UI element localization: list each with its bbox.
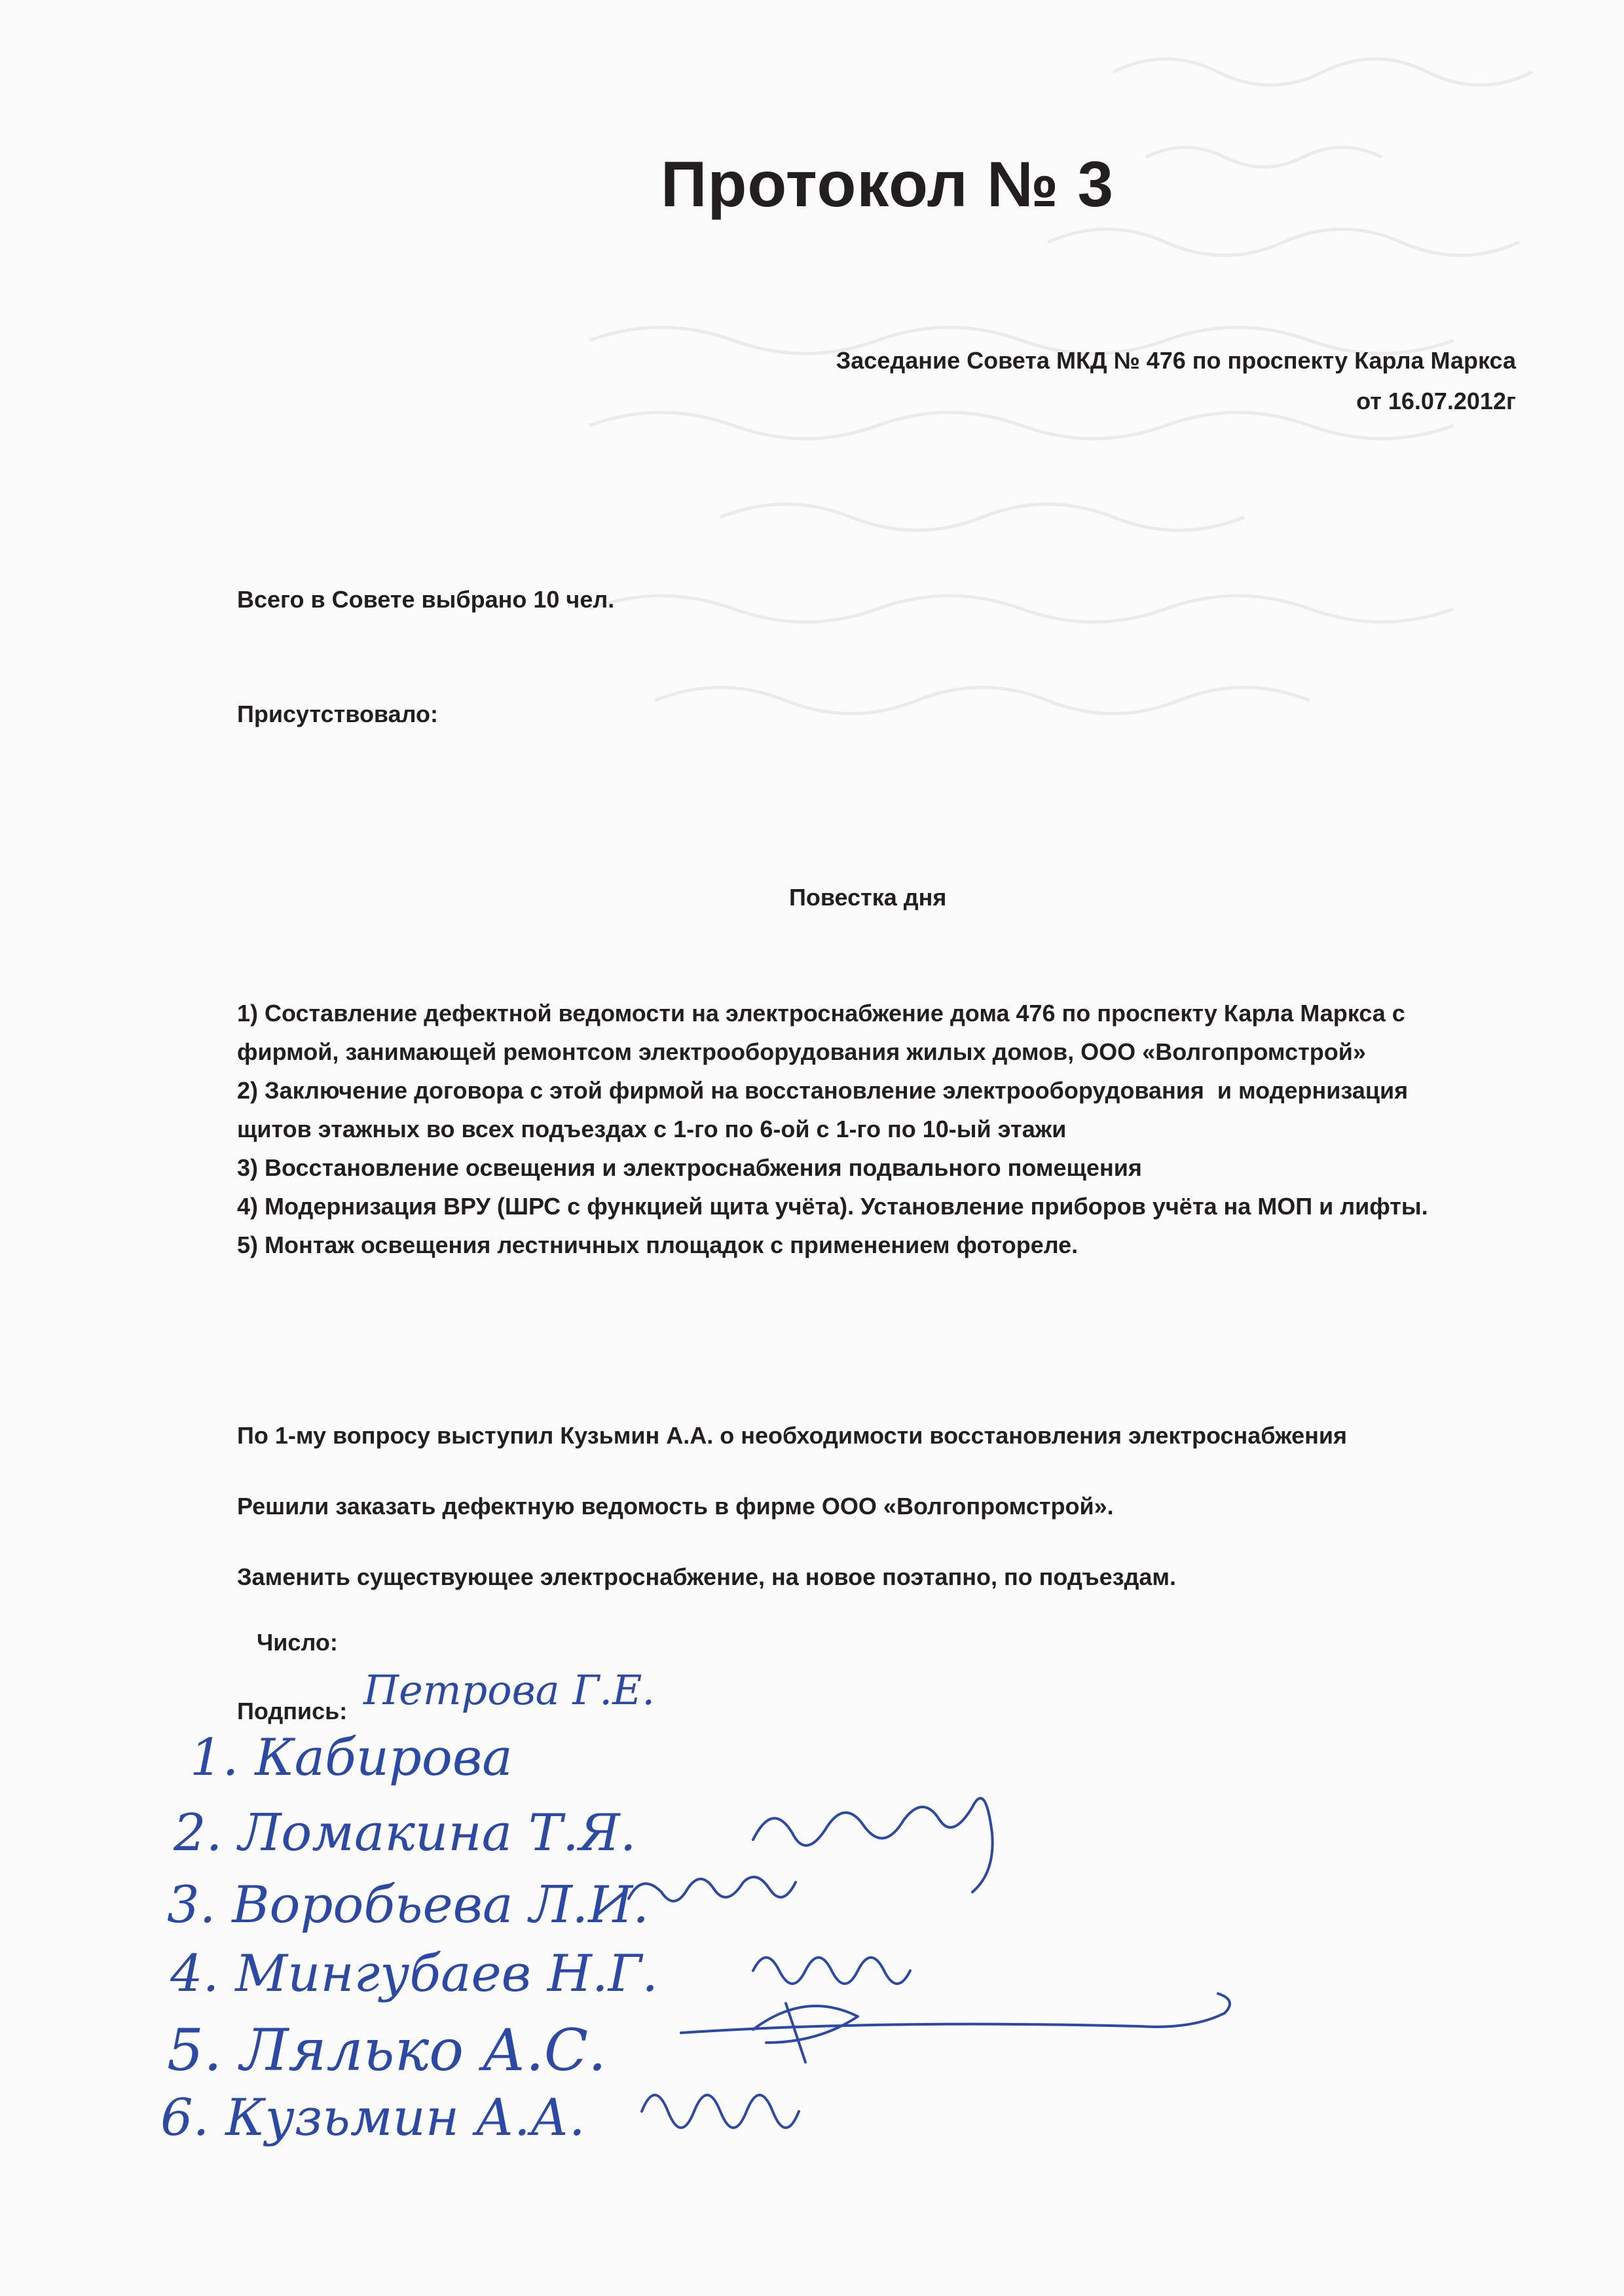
agenda-item: 3) Восстановление освещения и электроснабжения подвального помещения: [237, 1154, 1142, 1181]
signature-scribble: [681, 1994, 1230, 2062]
replace-text: Заменить существующее электроснабжение, на новое поэтапно, по подъездам.: [237, 1563, 1176, 1590]
signature-scribble: [642, 2095, 799, 2128]
decision-text: Решили заказать дефектную ведомость в фирме ООО «Волгопромстрой».: [237, 1493, 1114, 1520]
signature-scribble: [753, 1958, 910, 1984]
handwritten-line: 1. Кабирова: [190, 1728, 513, 1787]
elected-count: Всего в Совете выбрано 10 чел.: [237, 586, 615, 613]
handwritten-line: 2. Ломакина Т.Я.: [174, 1804, 637, 1863]
signature-scribble: [629, 1877, 796, 1901]
agenda-item: 1) Составление дефектной ведомости на электроснабжение дома 476 по проспекту Карла Маркса с фирмой, занимающей ремонтсом электрооборудования жилых домов, ООО «Волгопромстрой»: [237, 1000, 1412, 1065]
agenda-title: Повестка дня: [789, 884, 947, 911]
agenda-item: 2) Заключение договора с этой фирмой на восстановление электрооборудования и модернизация щитов этажных во всех подъездах с 1-го по 6-ой с 1-го по 10-ый этажи: [237, 1077, 1415, 1142]
meeting-date: от 16.07.2012г: [1356, 388, 1516, 414]
signature-label: Подпись:: [237, 1698, 348, 1724]
signature-scribble: [753, 1798, 993, 1892]
agenda-item: 4) Модернизация ВРУ (ШРС с функцией щита учёта). Установление приборов учёта на МОП и лифты.: [237, 1193, 1428, 1220]
count-label: Число:: [257, 1629, 338, 1656]
handwritten-line: 5. Лялько А.С.: [167, 2016, 606, 2084]
meeting-header: Заседание Совета МКД № 476 по проспекту Карла Маркса: [836, 347, 1516, 374]
document-title: Протокол № 3: [661, 148, 1114, 220]
handwritten-line: Петрова Г.Е.: [363, 1666, 655, 1714]
speech-text: По 1-му вопросу выступил Кузьмин А.А. о необходимости восстановления электроснабжения: [237, 1422, 1348, 1449]
handwritten-line: 6. Кузьмин А.А.: [160, 2088, 585, 2147]
handwritten-line: 4. Мингубаев Н.Г.: [170, 1944, 659, 2003]
agenda-item: 5) Монтаж освещения лестничных площадок с применением фотореле.: [237, 1231, 1079, 1258]
present-label: Присутствовало:: [237, 701, 438, 727]
handwritten-line: 3. Воробьева Л.И.: [167, 1876, 650, 1935]
